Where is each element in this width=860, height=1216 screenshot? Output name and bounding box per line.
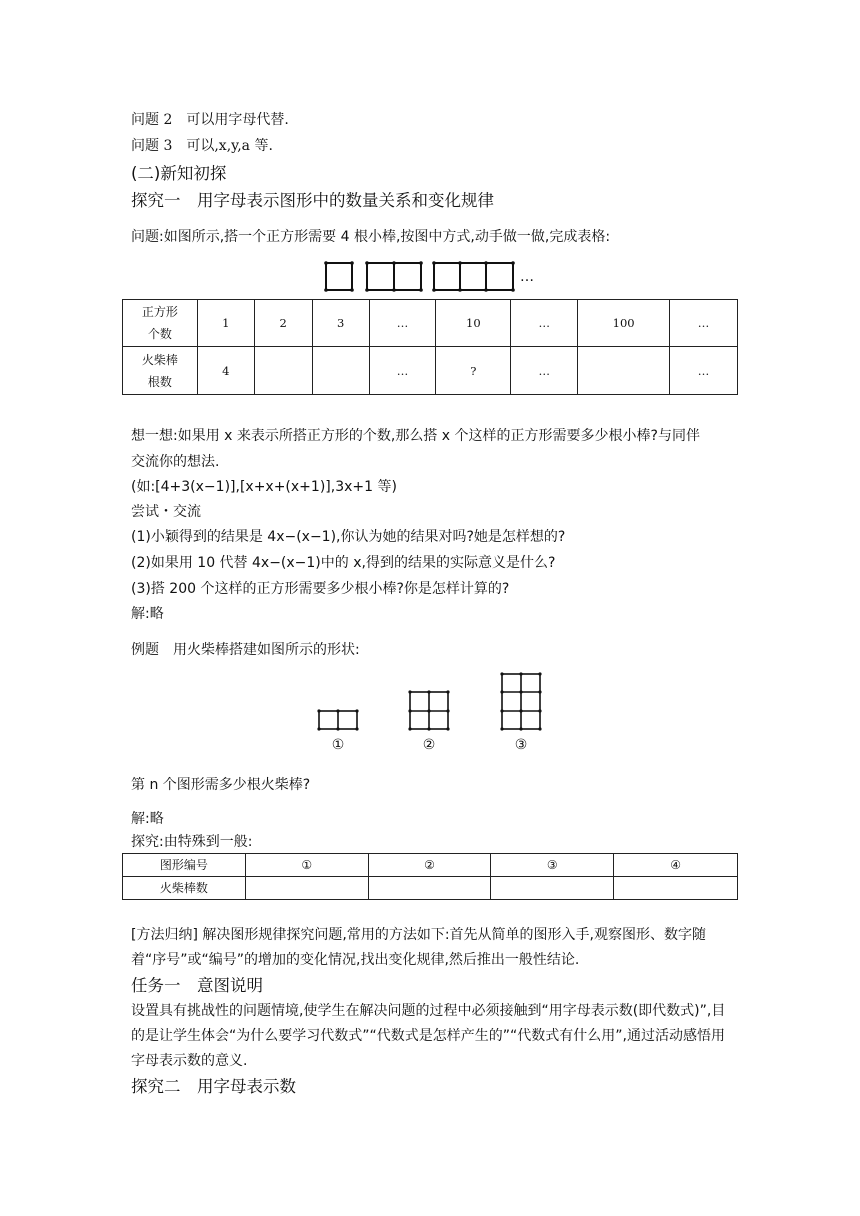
table1-cell: …	[369, 347, 436, 395]
table2-cell: ④	[614, 854, 738, 877]
think-line-2: 交流你的想法.	[131, 454, 220, 470]
table2-header-figure-number: 图形编号	[123, 854, 246, 877]
table2-cell	[491, 877, 614, 900]
table2-cell: ②	[368, 854, 491, 877]
table2-cell: ①	[245, 854, 368, 877]
square-group-1	[326, 263, 352, 290]
examples-line: (如:[4+3(x−1)],[x+x+(x+1)],3x+1 等)	[131, 479, 397, 495]
nth-figure-question: 第 n 个图形需多少根火柴棒?	[131, 777, 311, 793]
table1-cell: …	[511, 300, 578, 347]
table2-cell	[245, 877, 368, 900]
think-line-1: 想一想:如果用 x 来表示所搭正方形的个数,那么搭 x 个这样的正方形需要多少根小棒?与同伴	[131, 428, 700, 444]
question-1-line: (1)小颖得到的结果是 4x−(x−1),你认为她的结果对吗?她是怎样想的?	[131, 529, 566, 545]
section-heading-new-knowledge: (二)新知初探	[131, 164, 227, 183]
table1-cell: 10	[436, 300, 511, 347]
table1-cell: 4	[197, 347, 254, 395]
table1-cell	[578, 347, 670, 395]
table1-cell: …	[670, 347, 738, 395]
table1-cell: …	[511, 347, 578, 395]
explore-special-line: 探究:由特殊到一般:	[131, 834, 253, 850]
square-group-3	[434, 263, 513, 290]
grid-label-2: ②	[422, 737, 436, 753]
try-exchange-line: 尝试・交流	[131, 504, 201, 520]
question-3-line: (3)搭 200 个这样的正方形需要多少根小棒?你是怎样计算的?	[131, 581, 510, 597]
table1-cell: ?	[436, 347, 511, 395]
example-line: 例题 用火柴棒搭建如图所示的形状:	[131, 642, 360, 658]
grid-label-3: ③	[514, 737, 528, 753]
problem-3-line: 问题 3 可以,x,y,a 等.	[131, 138, 273, 154]
problem-statement: 问题:如图所示,搭一个正方形需要 4 根小棒,按图中方式,动手做一做,完成表格:	[131, 229, 611, 245]
table1-cell	[254, 347, 312, 395]
solution-omitted-2: 解:略	[131, 811, 164, 827]
matchstick-squares-figure	[320, 257, 560, 297]
table2-row-figure-number	[123, 854, 738, 877]
table2-cell	[614, 877, 738, 900]
table1-cell	[312, 347, 369, 395]
explore-1-heading: 探究一 用字母表示图形中的数量关系和变化规律	[131, 191, 494, 210]
table1-cell: 100	[578, 300, 670, 347]
task-1-heading: 任务一 意图说明	[131, 976, 263, 995]
figure-matchsticks-table	[122, 853, 738, 900]
table2-cell	[368, 877, 491, 900]
table1-cell: …	[369, 300, 436, 347]
table1-header-matchsticks: 火柴棒 根数	[123, 347, 198, 395]
table2-header-matchstick-count: 火柴棒数	[123, 877, 246, 900]
method-summary: [方法归纳] 解决图形规律探究问题,常用的方法如下:首先从简单的图形入手,观察图形、数字随着“序号”或“编号”的增加的变化情况,找出变化规律,然后推出一般性结论.	[131, 927, 706, 968]
solution-omitted-1: 解:略	[131, 606, 164, 622]
table1-cell: 1	[197, 300, 254, 347]
table1-cell: 3	[312, 300, 369, 347]
table1-cell: 2	[254, 300, 312, 347]
table2-row-matchstick-count	[123, 877, 738, 900]
figure1-ellipsis: …	[520, 269, 534, 285]
table1-cell: …	[670, 300, 738, 347]
squares-matchsticks-table	[122, 299, 738, 395]
table1-header-squares: 正方形 个数	[123, 300, 198, 347]
task-1-body: 设置具有挑战性的问题情境,使学生在解决问题的过程中必须接触到“用字母表示数(即代数式)”,目的是让学生体会“为什么要学习代数式”“代数式是怎样产生的”“代数式有什么用”,通过活动感悟用字母表示数的意义.	[131, 1003, 726, 1069]
table1-row-matchsticks	[123, 347, 738, 395]
table2-cell: ③	[491, 854, 614, 877]
table1-row-squares	[123, 300, 738, 347]
explore-2-heading: 探究二 用字母表示数	[131, 1077, 296, 1096]
problem-2-line: 问题 2 可以用字母代替.	[131, 112, 289, 128]
matchstick-grids-figure	[310, 668, 570, 758]
question-2-line: (2)如果用 10 代替 4x−(x−1)中的 x,得到的结果的实际意义是什么?	[131, 555, 556, 571]
grid-label-1: ①	[331, 737, 345, 753]
